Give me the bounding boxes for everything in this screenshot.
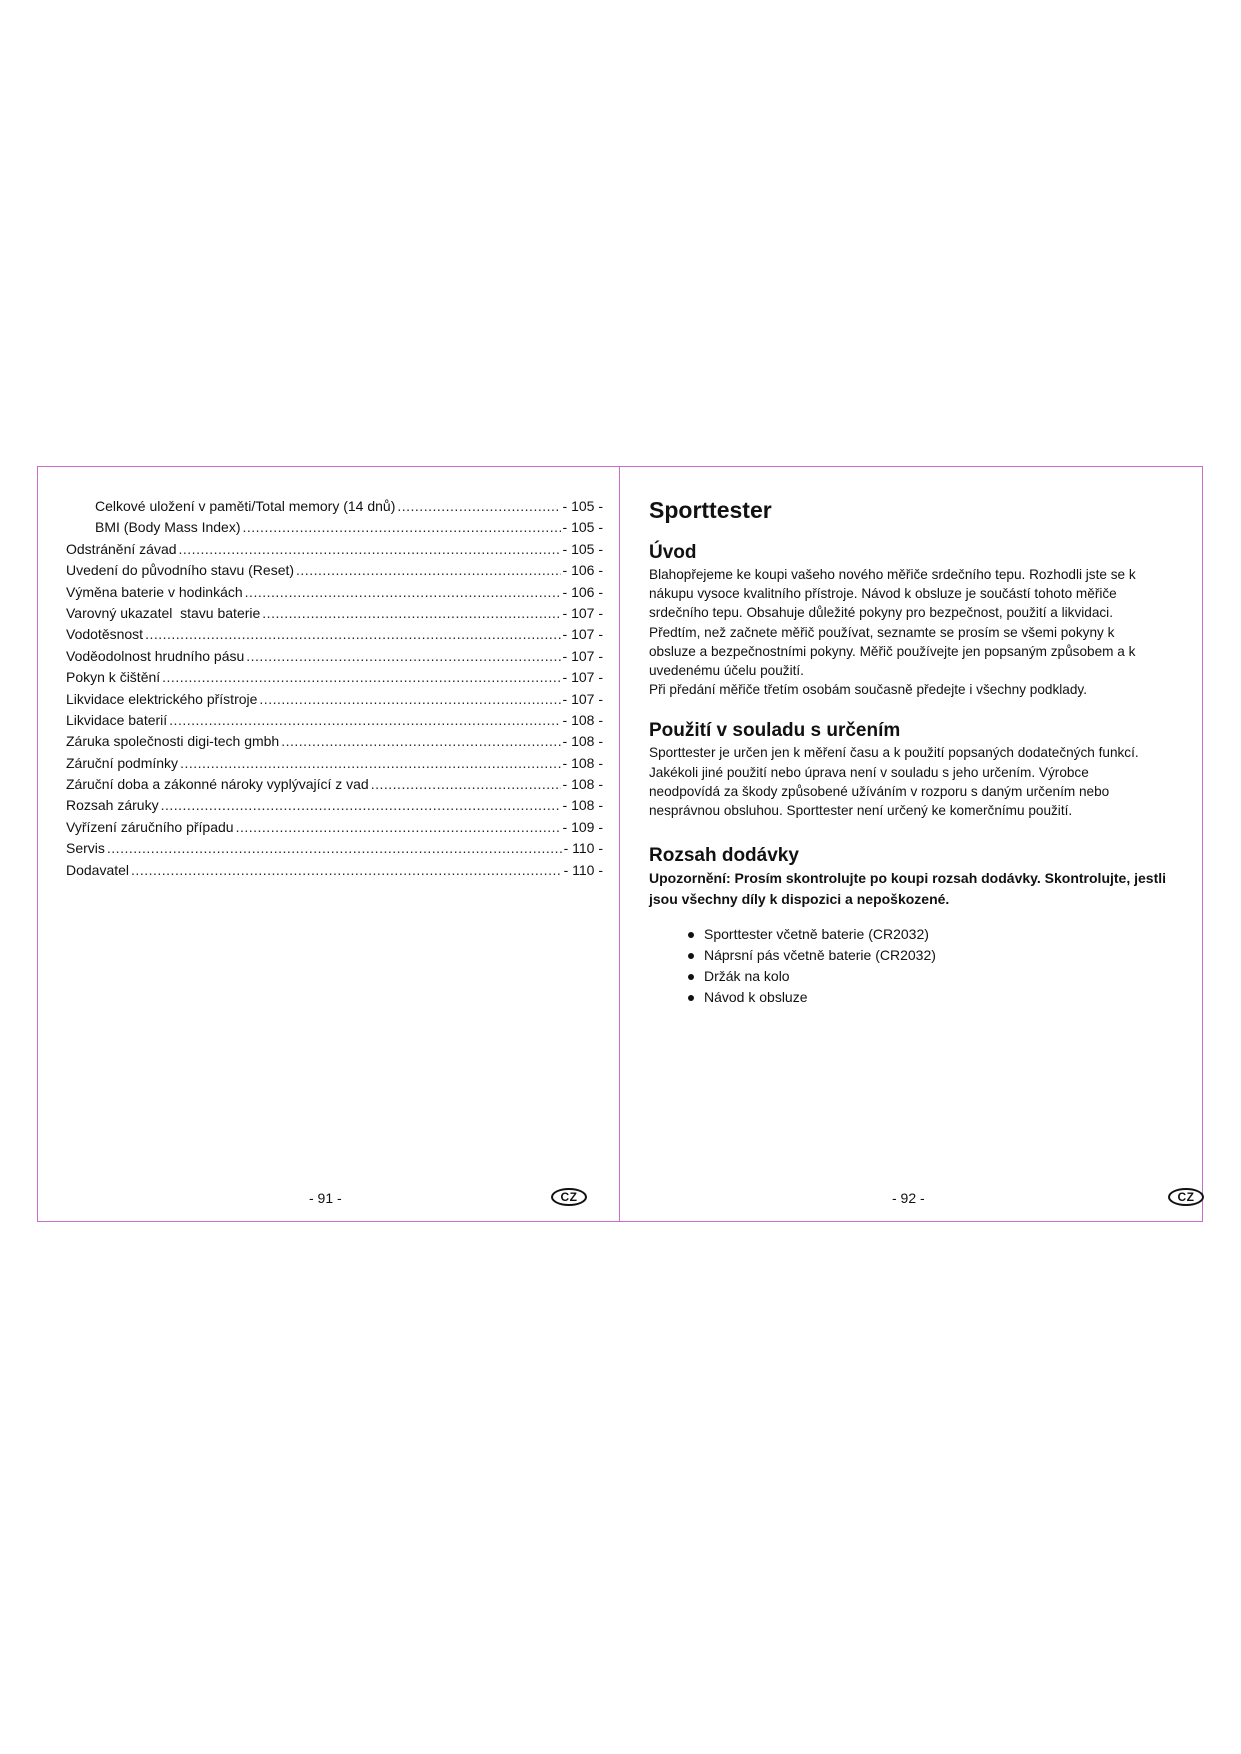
toc-entry-title: Vyřízení záručního případu bbox=[66, 818, 234, 835]
toc-entry bbox=[66, 603, 603, 624]
list-item: Návod k obsluze bbox=[688, 987, 1174, 1008]
toc-entry-title: Servis bbox=[66, 840, 105, 857]
toc-entry bbox=[66, 539, 603, 560]
toc-dot-leader bbox=[179, 539, 561, 560]
toc-entry bbox=[66, 795, 603, 816]
paragraph-line: uvedenému účelu použití. bbox=[649, 663, 804, 679]
toc-entry-title: Likvidace elektrického přístroje bbox=[66, 690, 258, 707]
list-item: Sporttester včetně baterie (CR2032) bbox=[688, 924, 1174, 945]
toc-dot-leader bbox=[161, 795, 561, 816]
notice-line: Upozornění: Prosím skontrolujte po koupi rozsah dodávky. Skontrolujte, jestli bbox=[649, 870, 1167, 887]
toc-dot-leader bbox=[296, 560, 561, 581]
toc-dot-leader bbox=[107, 838, 562, 859]
toc-entry-title: Výměna baterie v hodinkách bbox=[66, 583, 243, 600]
toc-entry bbox=[66, 753, 603, 774]
toc-dot-leader bbox=[145, 624, 560, 645]
page-number: - 91 - bbox=[309, 1190, 342, 1206]
page-number: - 92 - bbox=[892, 1190, 925, 1206]
page-content bbox=[649, 495, 1174, 1008]
toc-dot-leader bbox=[180, 753, 560, 774]
toc-entry-page: - 106 - bbox=[562, 583, 603, 600]
right-page bbox=[620, 467, 1202, 1221]
toc-entry-page: - 107 - bbox=[562, 669, 603, 686]
toc-dot-leader bbox=[131, 860, 562, 881]
toc-dot-leader bbox=[236, 817, 561, 838]
toc-entry-title: BMI (Body Mass Index) bbox=[95, 519, 241, 536]
toc-entry-page: - 105 - bbox=[562, 540, 603, 557]
toc-entry-title: Vodotěsnost bbox=[66, 626, 144, 643]
toc-entry-title: Likvidace baterií bbox=[66, 711, 168, 728]
toc-entry bbox=[66, 560, 603, 581]
notice-line: jsou všechny díly k dispozici a nepoškozené. bbox=[649, 891, 950, 908]
toc-entry bbox=[66, 838, 603, 859]
toc-entry-page: - 106 - bbox=[562, 562, 603, 579]
toc-entry-page: - 108 - bbox=[562, 711, 603, 728]
section-heading-intro: Úvod bbox=[649, 542, 697, 563]
paragraph-line: srdečního tepu. Obsahuje důležité pokyny pro bezpečnost, použití a likvidaci. bbox=[649, 605, 1113, 621]
toc-entry bbox=[66, 710, 603, 731]
paragraph-line: neodpovídá za škody způsobené užíváním v rozporu s daným určením nebo bbox=[649, 783, 1110, 799]
toc-dot-leader bbox=[246, 646, 560, 667]
toc-entry-page: - 107 - bbox=[562, 626, 603, 643]
toc-entry bbox=[66, 731, 603, 752]
toc-entry bbox=[66, 582, 603, 603]
toc-entry bbox=[66, 817, 603, 838]
toc-entry-title: Záruční doba a zákonné nároky vyplývající z vad bbox=[66, 776, 369, 793]
paragraph-line: Blahopřejeme ke koupi vašeho nového měřiče srdečního tepu. Rozhodli jste se k bbox=[649, 567, 1136, 582]
toc-entry-page: - 107 - bbox=[562, 690, 603, 707]
paragraph-line: nákupu vysoce kvalitního přístroje. Návod k obsluze je součástí tohoto měřiče bbox=[649, 586, 1117, 602]
language-badge: CZ bbox=[551, 1188, 587, 1206]
paragraph-line: Sporttester je určen jen k měření času a k použití popsaných dodatečných funkcí. bbox=[649, 745, 1139, 761]
toc-entry-page: - 109 - bbox=[562, 818, 603, 835]
toc-entry bbox=[66, 774, 603, 795]
toc-entry-title: Varovný ukazatel stavu baterie bbox=[66, 604, 261, 621]
toc-entry-page: - 108 - bbox=[562, 754, 603, 771]
section-heading-delivery: Rozsah dodávky bbox=[649, 845, 799, 867]
toc-entry-page: - 108 - bbox=[562, 733, 603, 750]
language-badge: CZ bbox=[1168, 1188, 1204, 1206]
toc-entry-title: Voděodolnost hrudního pásu bbox=[66, 647, 245, 664]
booklet-spread bbox=[37, 466, 1203, 1222]
toc-dot-leader bbox=[259, 689, 560, 710]
section-heading-intended-use: Použití v souladu s určením bbox=[649, 720, 901, 742]
delivery-items-list bbox=[649, 924, 1174, 1008]
delivery-notice bbox=[649, 868, 1174, 910]
intended-use-paragraph bbox=[649, 743, 1174, 820]
toc-dot-leader bbox=[169, 710, 560, 731]
list-item: Náprsní pás včetně baterie (CR2032) bbox=[688, 945, 1174, 966]
toc-entry bbox=[66, 667, 603, 688]
toc-entry bbox=[66, 646, 603, 667]
toc-entry-page: - 107 - bbox=[562, 647, 603, 664]
toc-dot-leader bbox=[243, 517, 561, 538]
toc-entry-page: - 108 - bbox=[562, 797, 603, 814]
toc-entry bbox=[66, 517, 603, 538]
toc-dot-leader bbox=[281, 731, 560, 752]
toc-entry-page: - 105 - bbox=[562, 519, 603, 536]
toc-entry bbox=[66, 496, 603, 517]
toc-entry-page: - 107 - bbox=[562, 604, 603, 621]
toc-entry-title: Pokyn k čištění bbox=[66, 669, 161, 686]
paragraph-line: nesprávnou obsluhou. Sporttester není určený ke komerčnímu použití. bbox=[649, 803, 1073, 819]
toc-entry bbox=[66, 624, 603, 645]
toc-dot-leader bbox=[245, 582, 561, 603]
list-item: Držák na kolo bbox=[688, 966, 1174, 987]
paragraph-line: Při předání měřiče třetím osobám současně předejte i všechny podklady. bbox=[649, 682, 1087, 698]
left-page bbox=[38, 467, 620, 1221]
toc-entry-title: Rozsah záruky bbox=[66, 797, 159, 814]
toc-entry-page: - 110 - bbox=[563, 840, 603, 857]
toc-entry-title: Celkové uložení v paměti/Total memory (14 dnů) bbox=[95, 498, 396, 514]
table-of-contents bbox=[66, 496, 603, 881]
paragraph-line: Jakékoli jiné použití nebo úprava není v souladu s jeho určením. Výrobce bbox=[649, 764, 1089, 780]
toc-entry bbox=[66, 689, 603, 710]
document-title: Sporttester bbox=[649, 497, 772, 523]
toc-entry-page: - 110 - bbox=[563, 861, 603, 878]
toc-entry-page: - 108 - bbox=[562, 776, 603, 793]
paragraph-line: obsluze a bezpečnostními pokyny. Měřič používejte jen popsaným způsobem a k bbox=[649, 643, 1136, 659]
toc-dot-leader bbox=[371, 774, 561, 795]
toc-dot-leader bbox=[397, 496, 560, 517]
toc-entry-title: Záruční podmínky bbox=[66, 754, 179, 771]
toc-entry-title: Odstránění závad bbox=[66, 540, 177, 557]
toc-entry-title: Uvedení do původního stavu (Reset) bbox=[66, 562, 295, 579]
toc-entry-title: Záruka společnosti digi-tech gmbh bbox=[66, 733, 280, 750]
toc-entry-title: Dodavatel bbox=[66, 861, 130, 878]
intro-paragraph bbox=[649, 565, 1174, 699]
toc-dot-leader bbox=[262, 603, 560, 624]
paragraph-line: Předtím, než začnete měřič používat, seznamte se prosím se všemi pokyny k bbox=[649, 624, 1115, 640]
toc-entry-page: - 105 - bbox=[562, 498, 603, 514]
toc-dot-leader bbox=[162, 667, 560, 688]
toc-entry bbox=[66, 860, 603, 881]
